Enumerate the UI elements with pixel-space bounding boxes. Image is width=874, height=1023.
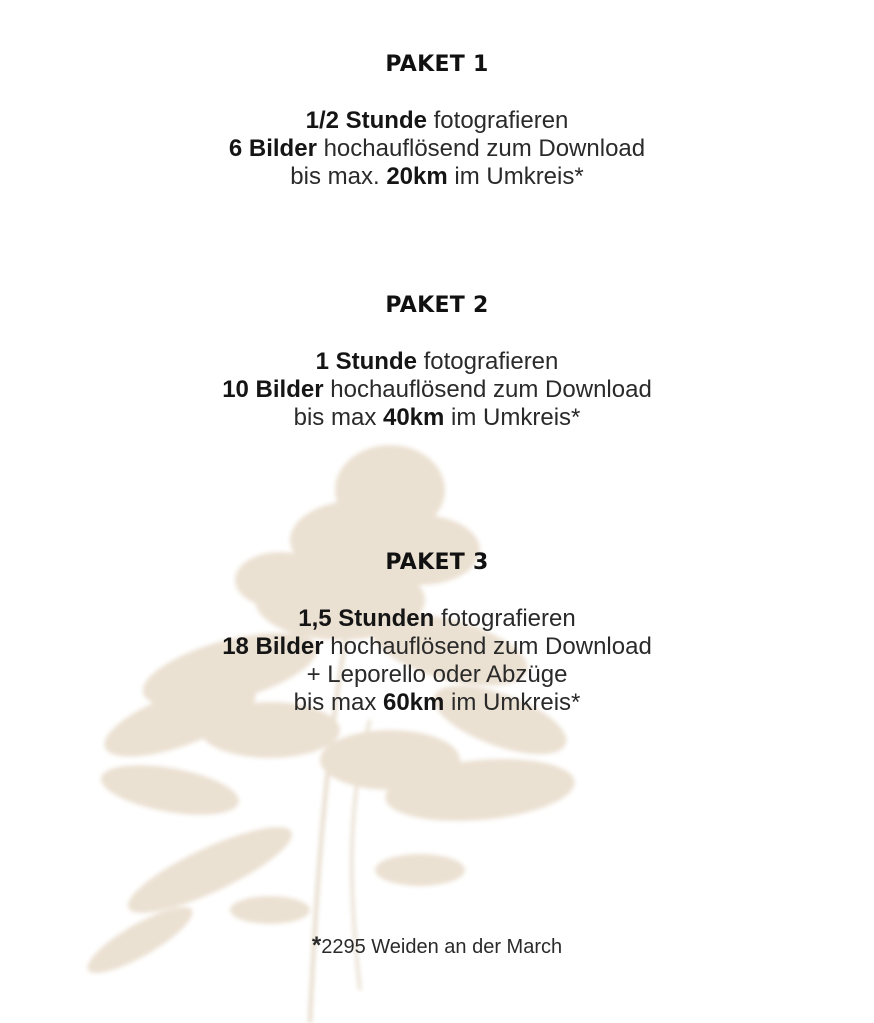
duration-label: fotografieren	[416, 348, 559, 375]
distance-suffix: im Umkreis*	[447, 163, 584, 190]
distance-suffix: im Umkreis*	[444, 404, 581, 431]
images-label: hochauflösend zum Download	[316, 135, 646, 162]
package-duration	[0, 348, 874, 376]
package-images	[0, 135, 874, 163]
images-count: 6 Bilder	[228, 135, 317, 162]
images-count: 18 Bilder	[222, 633, 324, 660]
distance-value: 60km	[382, 689, 445, 716]
footnote-star: *	[311, 932, 322, 959]
package-3	[0, 550, 874, 717]
distance-prefix: bis max.	[290, 163, 387, 190]
distance-suffix: im Umkreis*	[444, 689, 581, 716]
package-extra	[0, 661, 874, 689]
package-distance	[0, 689, 874, 717]
package-title: PAKET 2	[385, 293, 489, 318]
package-distance	[0, 404, 874, 432]
package-title: PAKET 1	[385, 52, 489, 77]
package-distance	[0, 163, 874, 191]
duration-value: 1 Stunde	[315, 348, 417, 375]
distance-prefix: bis max	[293, 689, 383, 716]
package-duration	[0, 605, 874, 633]
distance-prefix: bis max	[293, 404, 383, 431]
images-label: hochauflösend zum Download	[323, 633, 652, 660]
duration-label: fotografieren	[434, 605, 576, 632]
package-1	[0, 52, 874, 191]
package-2	[0, 293, 874, 432]
footnote	[0, 932, 874, 960]
package-images	[0, 376, 874, 404]
package-duration	[0, 107, 874, 135]
images-count: 10 Bilder	[222, 376, 324, 403]
package-images	[0, 633, 874, 661]
footnote-text: 2295 Weiden an der March	[321, 936, 563, 958]
extra-label: + Leporello oder Abzüge	[306, 661, 568, 688]
images-label: hochauflösend zum Download	[323, 376, 652, 403]
distance-value: 20km	[386, 163, 448, 190]
distance-value: 40km	[382, 404, 445, 431]
duration-value: 1,5 Stunden	[298, 605, 435, 632]
duration-label: fotografieren	[426, 107, 569, 134]
package-title: PAKET 3	[385, 550, 489, 575]
duration-value: 1/2 Stunde	[305, 107, 427, 134]
